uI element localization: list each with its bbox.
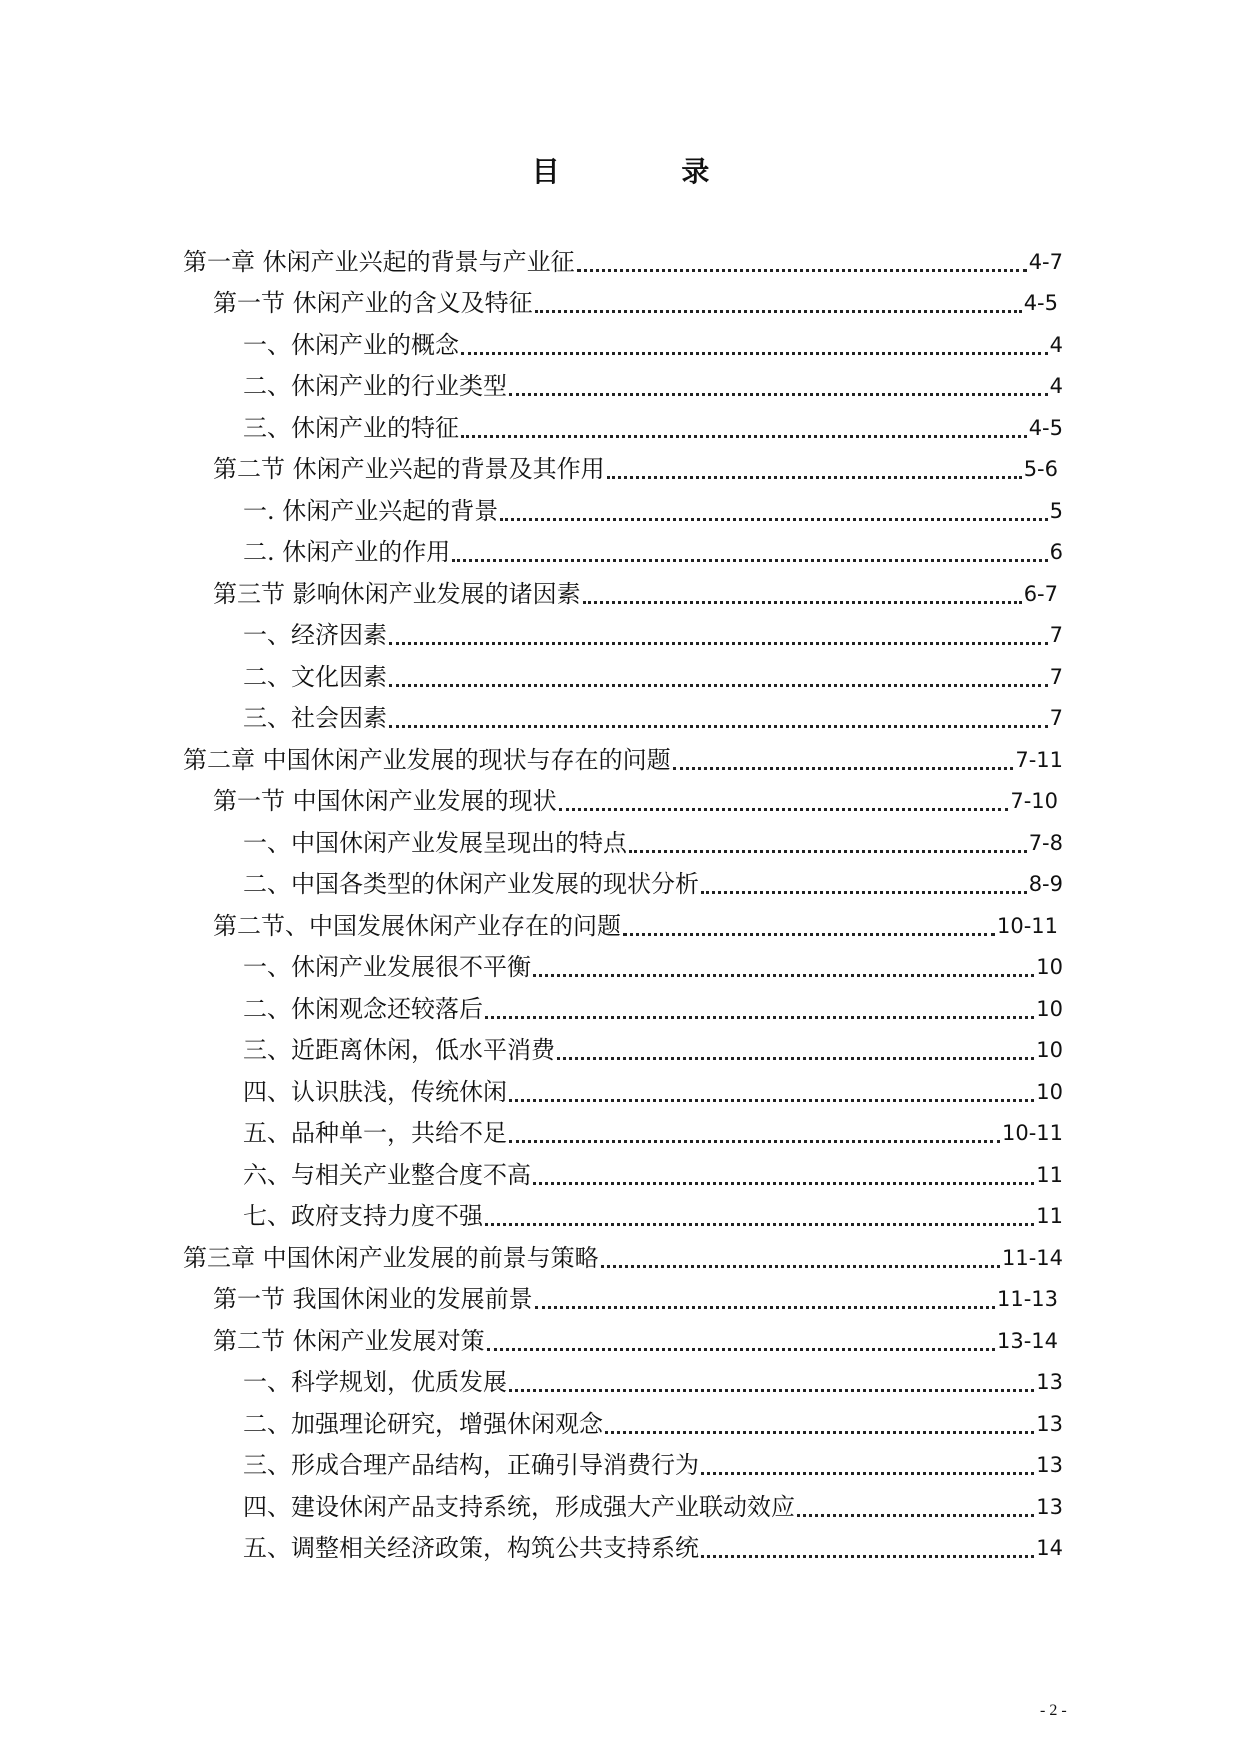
- toc-dot-leader: [701, 883, 1027, 894]
- toc-subsection-entry: [0, 1149, 1241, 1191]
- toc-entry-label: 二、休闲观念还较落后: [243, 994, 483, 1023]
- toc-entry-page: 8-9: [1028, 872, 1063, 896]
- toc-entry-label: 第二章 中国休闲产业发展的现状与存在的问题: [183, 745, 671, 774]
- toc-subsection-entry: [0, 942, 1241, 984]
- toc-entry-label: 四、认识肤浅，传统休闲: [243, 1077, 507, 1106]
- toc-entry-page: 11-13: [996, 1287, 1058, 1311]
- toc-dot-leader: [577, 261, 1027, 272]
- toc-dot-leader: [607, 468, 1022, 479]
- toc-entry-label: 第三章 中国休闲产业发展的前景与策略: [183, 1243, 599, 1272]
- toc-entry-page: 7: [1049, 664, 1063, 689]
- toc-entry-label: 五、品种单一，共给不足: [243, 1119, 507, 1147]
- toc-entry-page: 13-14: [996, 1328, 1058, 1353]
- toc-entry-label: 二、中国各类型的休闲产业发展的现状分析: [243, 870, 699, 898]
- toc-subsection-entry: [0, 402, 1241, 444]
- toc-entry-label: 第一节 我国休闲业的发展前景: [213, 1285, 533, 1313]
- toc-entry-label: 二. 休闲产业的作用: [243, 538, 451, 566]
- toc-entry-page: 10: [1036, 1038, 1063, 1062]
- toc-dot-leader: [701, 1547, 1034, 1558]
- toc-section-entry: [0, 1274, 1241, 1316]
- toc-dot-leader: [601, 1257, 1000, 1268]
- toc-subsection-entry: [0, 361, 1241, 403]
- toc-entry-page: 4: [1049, 332, 1063, 357]
- toc-subsection-entry: [0, 983, 1241, 1025]
- toc-entry-page: 10: [1036, 1079, 1063, 1104]
- toc-chapter-entry: [0, 734, 1241, 776]
- toc-title: 目 录: [531, 155, 766, 188]
- toc-entry-label: 七、政府支持力度不强: [243, 1202, 483, 1230]
- toc-chapter-entry: [0, 236, 1241, 278]
- toc-dot-leader: [605, 1423, 1034, 1434]
- toc-dot-leader: [389, 676, 1048, 687]
- toc-entry-label: 一、中国休闲产业发展呈现出的特点: [243, 828, 627, 857]
- toc-entry-page: 6: [1049, 540, 1063, 564]
- toc-dot-leader: [389, 717, 1048, 728]
- toc-section-entry: [0, 776, 1241, 818]
- toc-subsection-entry: [0, 693, 1241, 735]
- toc-entry-label: 一、休闲产业发展很不平衡: [243, 953, 531, 981]
- toc-entry-page: 11: [1036, 1162, 1063, 1187]
- toc-dot-leader: [583, 593, 1022, 604]
- toc-dot-leader: [485, 1215, 1034, 1226]
- toc-entry-page: 4-5: [1028, 415, 1063, 440]
- toc-dot-leader: [389, 634, 1048, 645]
- toc-entry-label: 第一节 中国休闲产业发展的现状: [213, 787, 557, 815]
- toc-subsection-entry: [0, 1108, 1241, 1150]
- toc-subsection-entry: [0, 1523, 1241, 1565]
- toc-dot-leader: [461, 427, 1027, 438]
- toc-entry-label: 三、形成合理产品结构，正确引导消费行为: [243, 1451, 699, 1479]
- toc-subsection-entry: [0, 1025, 1241, 1067]
- table-of-contents: [0, 236, 1241, 1564]
- toc-dot-leader: [533, 1174, 1034, 1185]
- toc-entry-label: 第二节 休闲产业发展对策: [213, 1326, 485, 1355]
- toc-entry-page: 10-11: [1001, 1121, 1063, 1145]
- toc-entry-page: 10-11: [996, 913, 1058, 938]
- toc-subsection-entry: [0, 1481, 1241, 1523]
- toc-entry-label: 二、文化因素: [243, 662, 387, 691]
- toc-dot-leader: [461, 344, 1048, 355]
- toc-dot-leader: [509, 1381, 1034, 1392]
- toc-entry-page: 11: [1036, 1204, 1063, 1228]
- toc-section-entry: [0, 568, 1241, 610]
- toc-subsection-entry: [0, 1357, 1241, 1399]
- toc-entry-label: 第二节、中国发展休闲产业存在的问题: [213, 911, 621, 940]
- toc-entry-label: 第一章 休闲产业兴起的背景与产业征: [183, 247, 575, 276]
- toc-subsection-entry: [0, 651, 1241, 693]
- toc-dot-leader: [533, 966, 1034, 977]
- toc-dot-leader: [535, 1298, 995, 1309]
- toc-entry-page: 13: [1036, 1494, 1063, 1519]
- toc-entry-page: 10: [1036, 996, 1063, 1021]
- toc-entry-page: 7-10: [1010, 789, 1058, 813]
- toc-entry-label: 一. 休闲产业兴起的背景: [243, 496, 499, 525]
- toc-subsection-entry: [0, 610, 1241, 652]
- toc-entry-page: 13: [1036, 1370, 1063, 1394]
- toc-entry-page: 4: [1049, 374, 1063, 398]
- toc-subsection-entry: [0, 319, 1241, 361]
- toc-dot-leader: [535, 302, 1022, 313]
- toc-subsection-entry: [0, 1066, 1241, 1108]
- toc-dot-leader: [629, 842, 1027, 853]
- toc-section-entry: [0, 1315, 1241, 1357]
- toc-entry-page: 13: [1036, 1453, 1063, 1477]
- toc-dot-leader: [797, 1506, 1034, 1517]
- toc-dot-leader: [509, 385, 1048, 396]
- toc-entry-label: 五、调整相关经济政策，构筑公共支持系统: [243, 1534, 699, 1562]
- toc-entry-page: 6-7: [1023, 581, 1058, 606]
- toc-entry-page: 7-8: [1028, 830, 1063, 855]
- toc-section-entry: [0, 278, 1241, 320]
- toc-dot-leader: [452, 551, 1047, 562]
- toc-entry-label: 六、与相关产业整合度不高: [243, 1160, 531, 1189]
- toc-entry-page: 5-6: [1023, 457, 1058, 481]
- toc-subsection-entry: [0, 1191, 1241, 1233]
- toc-subsection-entry: [0, 817, 1241, 859]
- toc-entry-label: 第一节 休闲产业的含义及特征: [213, 289, 533, 317]
- toc-entry-label: 三、社会因素: [243, 704, 387, 732]
- toc-dot-leader: [701, 1464, 1034, 1475]
- toc-dot-leader: [673, 759, 1014, 770]
- toc-entry-page: 7: [1049, 706, 1063, 730]
- toc-subsection-entry: [0, 485, 1241, 527]
- toc-dot-leader: [509, 1091, 1034, 1102]
- toc-entry-page: 14: [1036, 1536, 1063, 1560]
- toc-chapter-entry: [0, 1232, 1241, 1274]
- toc-subsection-entry: [0, 1440, 1241, 1482]
- toc-dot-leader: [559, 800, 1009, 811]
- toc-dot-leader: [623, 925, 995, 936]
- toc-dot-leader: [485, 1008, 1034, 1019]
- toc-dot-leader: [557, 1049, 1034, 1060]
- toc-entry-label: 三、近距离休闲，低水平消费: [243, 1036, 555, 1064]
- toc-entry-page: 7-11: [1015, 747, 1063, 772]
- toc-entry-label: 二、休闲产业的行业类型: [243, 372, 507, 400]
- toc-entry-page: 10: [1036, 955, 1063, 979]
- toc-subsection-entry: [0, 527, 1241, 569]
- toc-entry-label: 一、科学规划，优质发展: [243, 1368, 507, 1396]
- toc-section-entry: [0, 444, 1241, 486]
- toc-entry-page: 11-14: [1001, 1245, 1063, 1270]
- toc-subsection-entry: [0, 1398, 1241, 1440]
- page-number: - 2 -: [1040, 1702, 1067, 1719]
- toc-section-entry: [0, 900, 1241, 942]
- toc-entry-label: 二、加强理论研究，增强休闲观念: [243, 1409, 603, 1438]
- toc-dot-leader: [509, 1132, 1000, 1143]
- toc-dot-leader: [487, 1340, 995, 1351]
- toc-entry-label: 第二节 休闲产业兴起的背景及其作用: [213, 455, 605, 483]
- toc-dot-leader: [500, 510, 1047, 521]
- toc-entry-page: 4-7: [1028, 249, 1063, 274]
- toc-entry-page: 13: [1036, 1411, 1063, 1436]
- toc-entry-label: 一、经济因素: [243, 621, 387, 649]
- toc-entry-label: 四、建设休闲产品支持系统，形成强大产业联动效应: [243, 1492, 795, 1521]
- toc-entry-label: 一、休闲产业的概念: [243, 330, 459, 359]
- toc-entry-label: 第三节 影响休闲产业发展的诸因素: [213, 579, 581, 608]
- toc-entry-page: 5: [1049, 498, 1063, 523]
- toc-entry-page: 4-5: [1023, 291, 1058, 315]
- toc-subsection-entry: [0, 859, 1241, 901]
- toc-entry-page: 7: [1049, 623, 1063, 647]
- toc-entry-label: 三、休闲产业的特征: [243, 413, 459, 442]
